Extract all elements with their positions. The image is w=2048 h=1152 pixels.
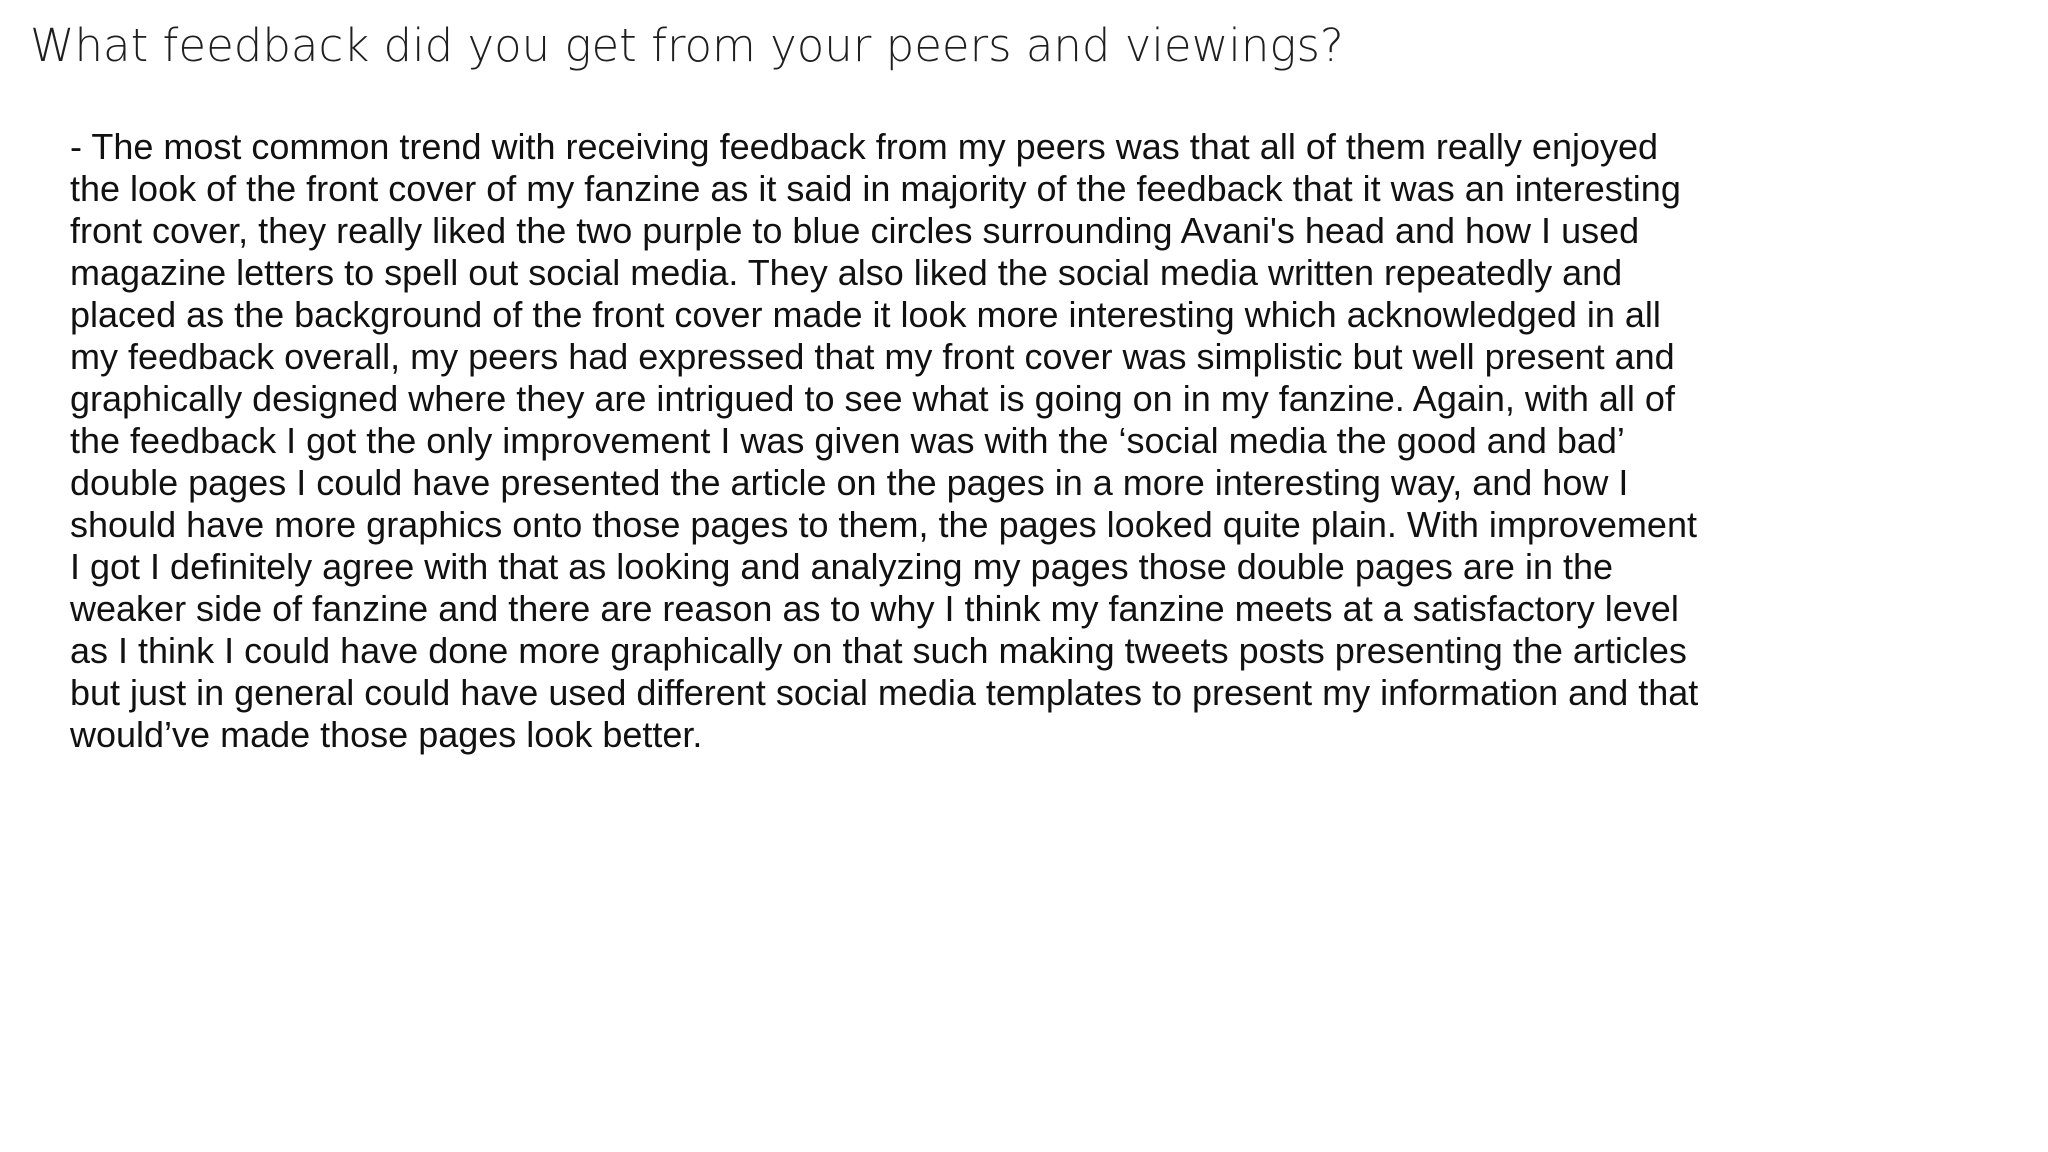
paragraph-line: placed as the background of the front cover made it look more interesting which acknowledged in all [70, 294, 1661, 335]
paragraph-line: graphically designed where they are intrigued to see what is going on in my fanzine. Again, with all of [70, 378, 1675, 419]
paragraph-line: weaker side of fanzine and there are reason as to why I think my fanzine meets at a satisfactory level [70, 588, 1679, 629]
paragraph-line: - The most common trend with receiving feedback from my peers was that all of them really enjoyed [70, 126, 1659, 167]
paragraph-line: but just in general could have used different social media templates to present my information and that [70, 672, 1699, 713]
paragraph-line: would’ve made those pages look better. [70, 714, 703, 755]
paragraph-line: the look of the front cover of my fanzine as it said in majority of the feedback that it was an interesting [70, 168, 1681, 209]
feedback-paragraph [70, 126, 1970, 756]
paragraph-line: I got I definitely agree with that as looking and analyzing my pages those double pages are in the [70, 546, 1614, 587]
paragraph-line: my feedback overall, my peers had expressed that my front cover was simplistic but well present and [70, 336, 1675, 377]
slide-title: What feedback did you get from your peers and viewings? [30, 19, 1344, 72]
paragraph-line: should have more graphics onto those pages to them, the pages looked quite plain. With improvement [70, 504, 1697, 545]
paragraph-line: the feedback I got the only improvement I was given was with the ‘social media the good and bad’ [70, 420, 1625, 461]
paragraph-line: as I think I could have done more graphically on that such making tweets posts presenting the articles [70, 630, 1687, 671]
paragraph-line: double pages I could have presented the article on the pages in a more interesting way, and how I [70, 462, 1629, 503]
paragraph-line: front cover, they really liked the two purple to blue circles surrounding Avani's head and how I used [70, 210, 1640, 251]
paragraph-line: magazine letters to spell out social media. They also liked the social media written repeatedly and [70, 252, 1623, 293]
